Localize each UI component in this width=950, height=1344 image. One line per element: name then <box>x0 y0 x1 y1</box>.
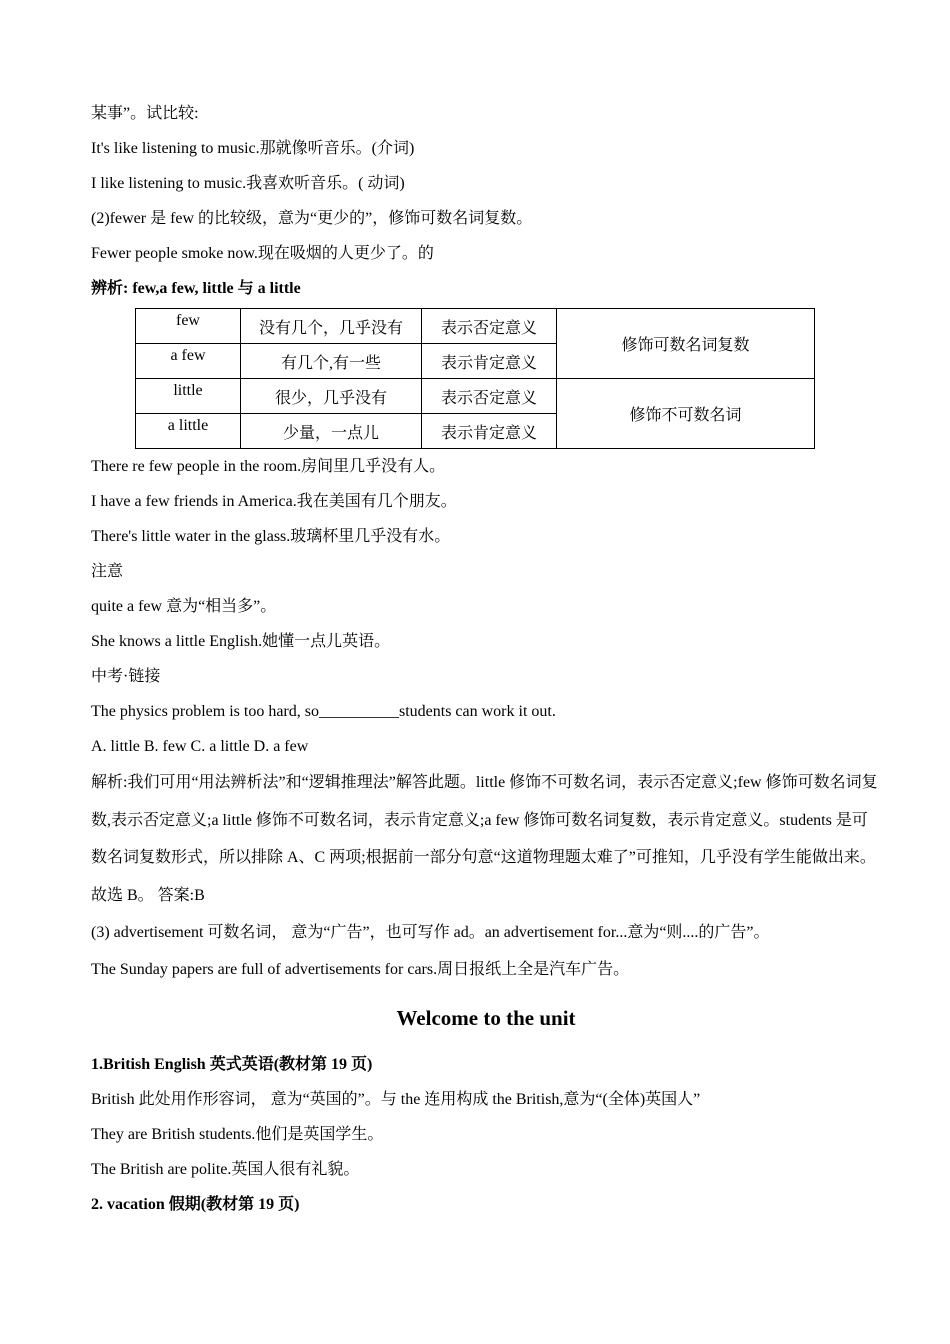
table-cell-sense: 表示否定意义 <box>422 379 557 414</box>
text-line: (3) advertisement 可数名词， 意为“广告”，也可写作 ad。an advertisement for...意为“则....的广告”。 <box>91 924 770 941</box>
text-line: British 此处用作形容词， 意为“英国的”。与 the 连用构成 the British,意为“(全体)英国人” <box>91 1091 701 1108</box>
text-line: quite a few 意为“相当多”。 <box>91 598 277 615</box>
example-sentence: There's little water in the glass.玻璃杯里几乎没有水。 <box>91 528 451 545</box>
table-cell-sense: 表示肯定意义 <box>422 344 557 379</box>
note-label: 注意 <box>91 563 124 580</box>
table-cell-meaning: 很少，几乎没有 <box>241 379 422 414</box>
exam-question: The physics problem is too hard, so__________students can work it out. <box>91 703 556 720</box>
analysis-heading: 辨析: few,a few, little 与 a little <box>91 280 301 297</box>
text-line: 某事”。试比较: <box>91 105 199 122</box>
table-cell-sense: 表示肯定意义 <box>422 414 557 449</box>
table-cell-meaning: 没有几个，几乎没有 <box>241 309 422 344</box>
item-title: 1.British English 英式英语(教材第 19 页) <box>91 1056 373 1073</box>
example-sentence: There re few people in the room.房间里几乎没有人。 <box>91 458 446 475</box>
text-line: It's like listening to music.那就像听音乐。(介词) <box>91 140 415 157</box>
example-sentence: I have a few friends in America.我在美国有几个朋友。 <box>91 493 457 510</box>
section-title: Welcome to the unit <box>396 1006 576 1030</box>
table-row <box>136 309 815 344</box>
table-cell-word: a little <box>136 414 241 449</box>
document-page <box>91 96 881 1222</box>
table-cell-word: few <box>136 309 241 344</box>
table-row <box>136 379 815 414</box>
exam-options: A. little B. few C. a little D. a few <box>91 738 309 755</box>
example-sentence: The British are polite.英国人很有礼貌。 <box>91 1161 360 1178</box>
table-cell-meaning: 少量，一点儿 <box>241 414 422 449</box>
comparison-table-wrap <box>91 308 881 449</box>
table-cell-sense: 表示否定意义 <box>422 309 557 344</box>
text-line: Fewer people smoke now.现在吸烟的人更少了。的 <box>91 245 434 262</box>
text-line: I like listening to music.我喜欢听音乐。( 动词) <box>91 175 405 192</box>
explanation-paragraph: 解析:我们可用“用法辨析法”和“逻辑推理法”解答此题。little 修饰不可数名词，表示否定意义;few 修饰可数名词复数,表示否定意义;a little 修饰不可数名词，表示肯定意义;a few 修饰可数名词复数，表示肯定意义。students 是可数名词复数形式，所以排除 A、C 两项;根据前一部分句意“这道物理题太难了”可推知，几乎没有学生能做出来。故选 B。 答案:B <box>91 774 878 904</box>
example-sentence: They are British students.他们是英国学生。 <box>91 1126 384 1143</box>
example-sentence: She knows a little English.她懂一点儿英语。 <box>91 633 391 650</box>
table-cell-word: little <box>136 379 241 414</box>
table-cell-usage: 修饰可数名词复数 <box>557 309 815 379</box>
comparison-table <box>135 308 815 449</box>
item-title: 2. vacation 假期(教材第 19 页) <box>91 1196 300 1213</box>
table-cell-meaning: 有几个,有一些 <box>241 344 422 379</box>
example-sentence: The Sunday papers are full of advertisements for cars.周日报纸上全是汽车广告。 <box>91 961 630 978</box>
exam-link-label: 中考·链接 <box>91 668 161 685</box>
table-cell-word: a few <box>136 344 241 379</box>
table-cell-usage: 修饰不可数名词 <box>557 379 815 449</box>
text-line: (2)fewer 是 few 的比较级，意为“更少的”，修饰可数名词复数。 <box>91 210 533 227</box>
